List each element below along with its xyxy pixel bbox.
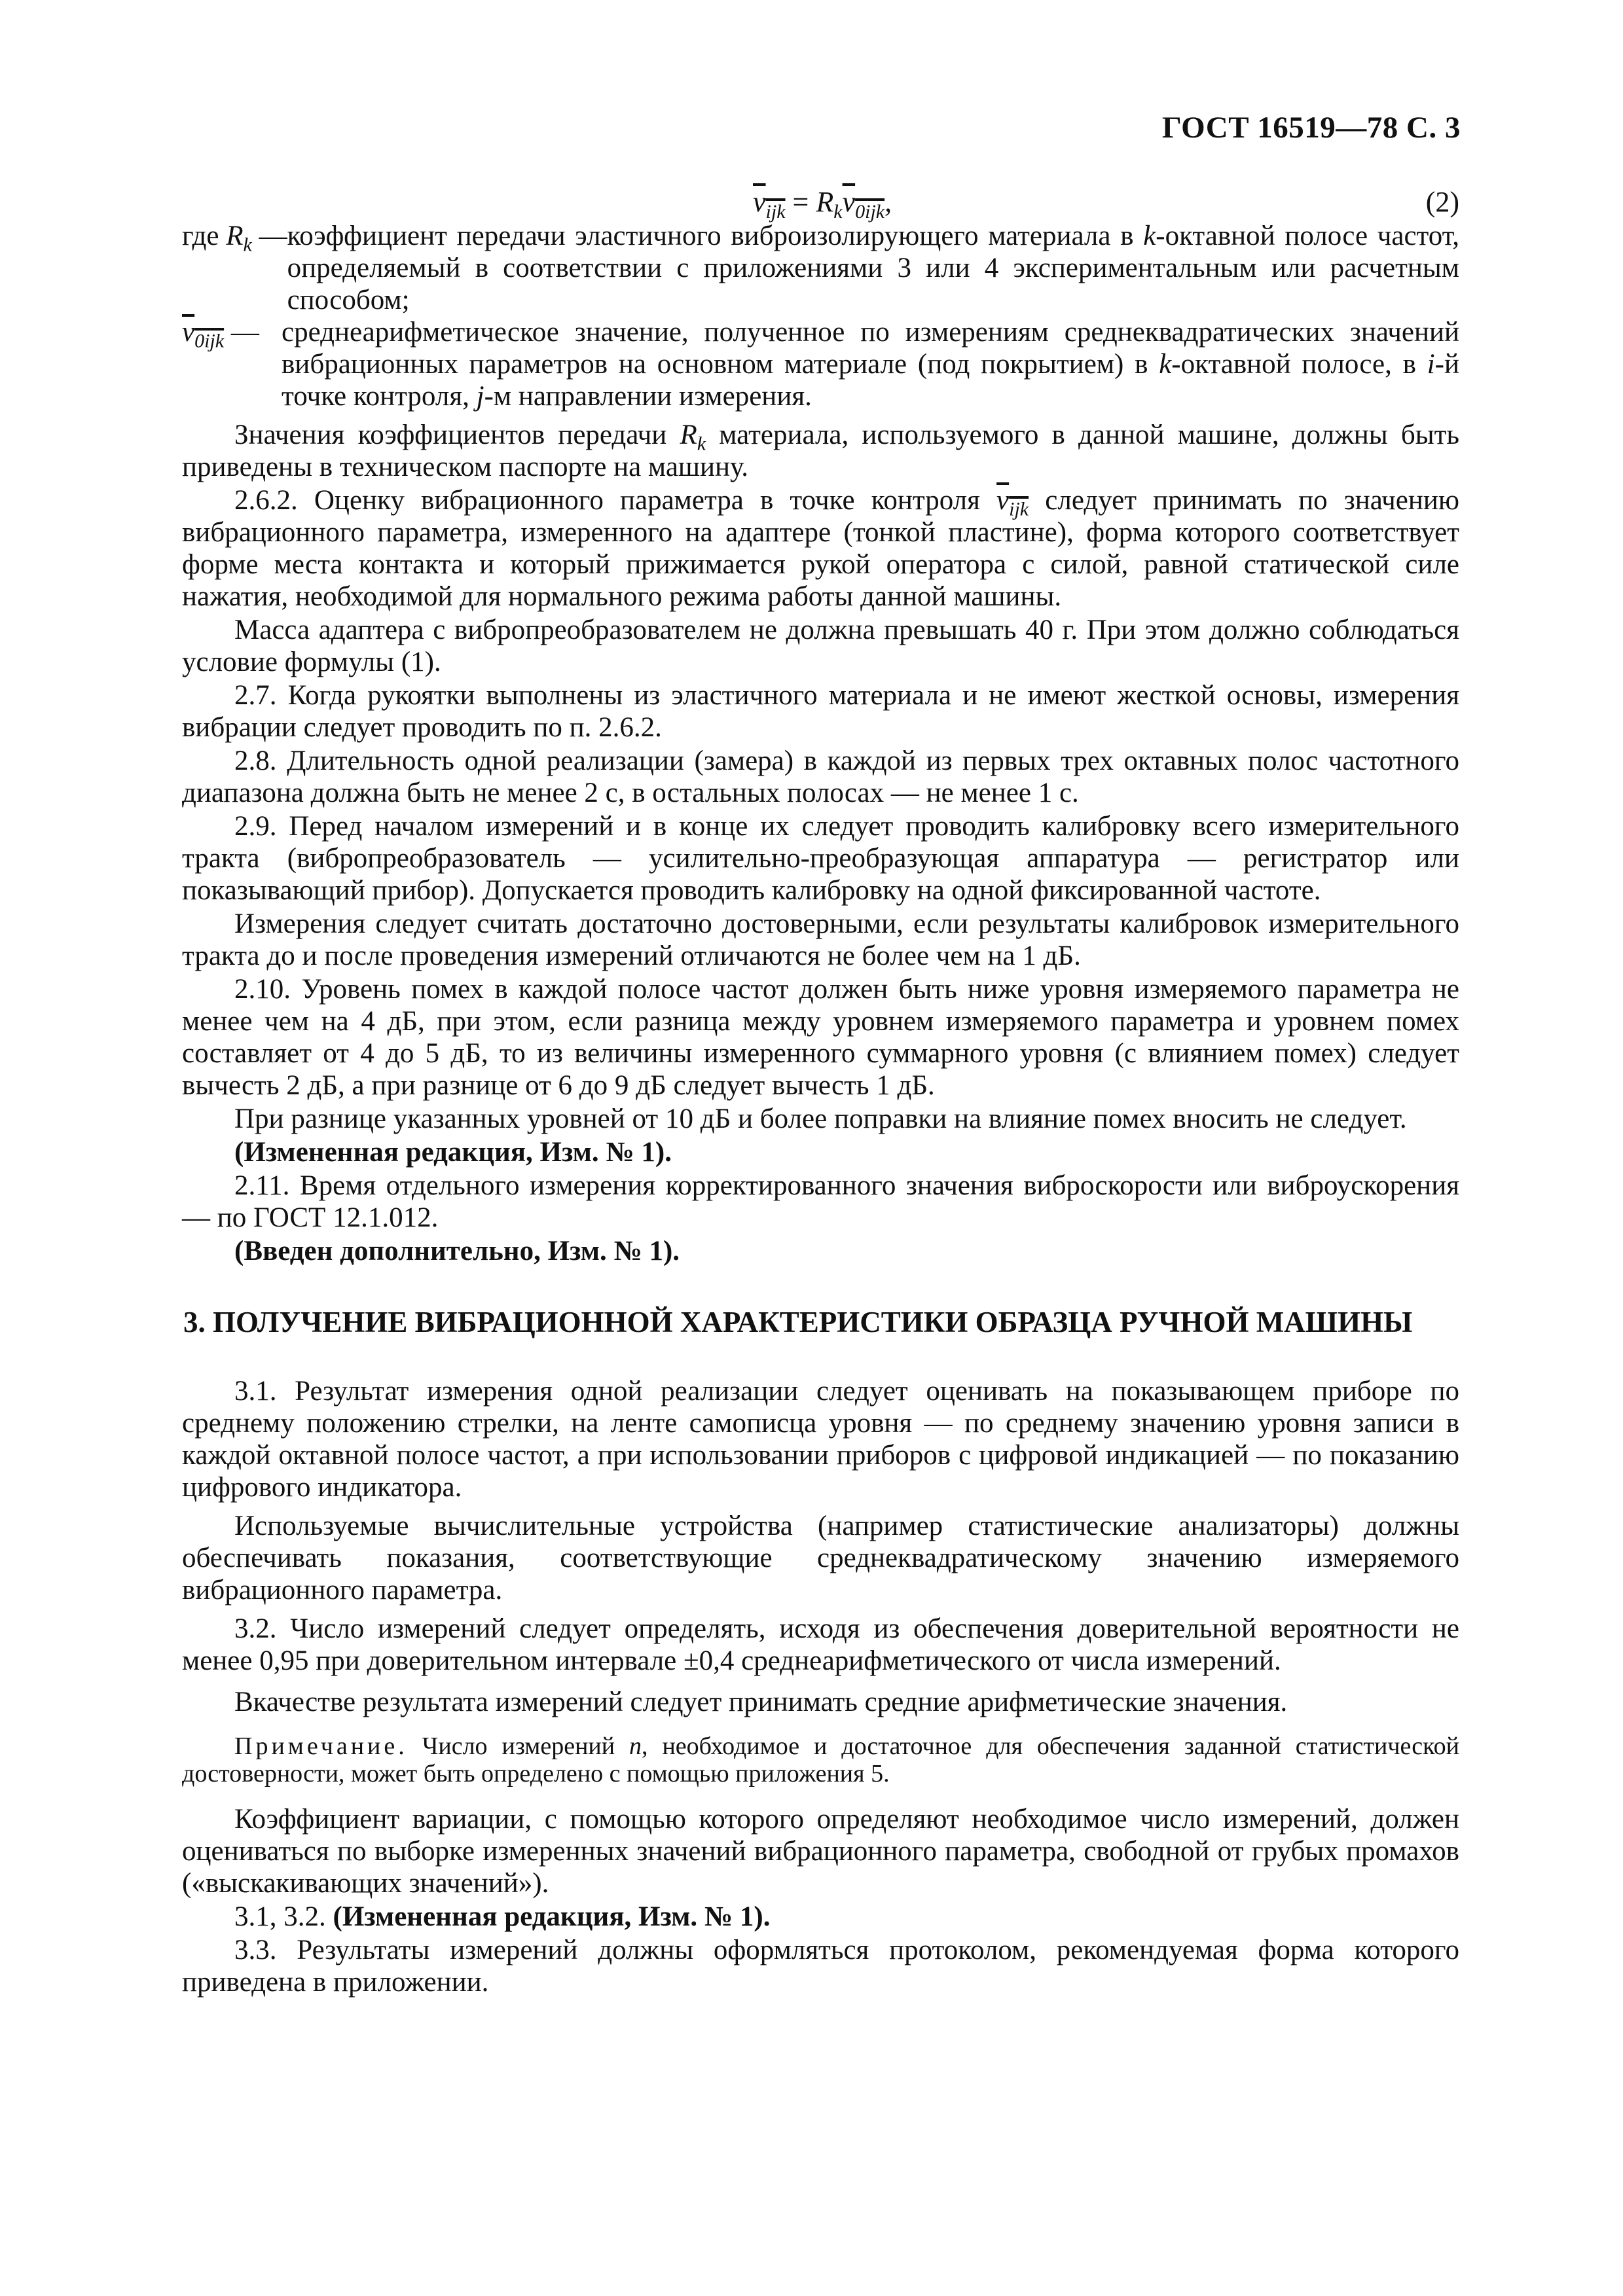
paragraph: Коэффициент вариации, с помощью которого определяют необходимое число измерений, должен оцениваться по выборке измеренных значений вибрационного параметра, свободной от грубых промахов («выскакивающих значений»). [182, 1804, 1459, 1899]
formula-comma: , [884, 186, 892, 218]
definition-text: среднеарифметическое значение, полученное по измерениям среднеквадратических значений вибрационных параметров на основном материале (под покрытием) в k-октавной полосе, в i-й точке контроля, j-м направлении измерения. [282, 317, 1459, 412]
amendment-note: (Измененная редакция, Изм. № 1). [234, 1137, 672, 1168]
amendment-note: (Введен дополнительно, Изм. № 1). [234, 1236, 680, 1266]
document-body [182, 185, 1459, 2000]
paragraph: При разнице указанных уровней от 10 дБ и более поправки на влияние помех вносить не следует. [234, 1103, 1407, 1134]
paragraph: Измерения следует считать достаточно достоверными, если результаты калибровок измерительного тракта до и после проведения измерений отличаются не более чем на 1 дБ. [182, 908, 1459, 971]
section-title: 3. ПОЛУЧЕНИЕ ВИБРАЦИОННОЙ ХАРАКТЕРИСТИКИ ОБРАЗЦА РУЧНОЙ МАШИНЫ [183, 1306, 1413, 1338]
page-header: ГОСТ 16519—78 С. 3 [1161, 111, 1461, 145]
paragraph-2-8: 2.8. Длительность одной реализации (замера) в каждой из первых трех октавных полос частотного диапазона должна быть не менее 2 с, в остальных полосах — не менее 1 с. [182, 745, 1459, 808]
formula-2 [182, 185, 1459, 223]
note-label: Примечание. [234, 1732, 408, 1760]
paragraph-2-9: 2.9. Перед началом измерений и в конце их следует проводить калибровку всего измерительного тракта (вибропреобразователь — усилительно-преобразующая аппаратура — регистратор или показывающий прибор). Допускается проводить калибровку на одной фиксированной частоте. [182, 811, 1459, 906]
paragraph-2-10: 2.10. Уровень помех в каждой полосе частот должен быть ниже уровня измеряемого параметра не менее чем на 4 дБ, при этом, если разница между уровнем измеряемого параметра и уровнем помех составляет от 4 до 5 дБ, то из величины измеренного суммарного уровня (с влиянием помех) следует вычесть 2 дБ, а при разнице от 6 до 9 дБ следует вычесть 1 дБ. [182, 974, 1459, 1101]
definition-text: коэффициент передачи эластичного виброизолирующего материала в k-октавной полосе частот, определяемый в соответствии с приложениями 3 или 4 экспериментальным или расчетным способом; [287, 221, 1459, 315]
formula-number: (2) [1425, 186, 1459, 218]
formula-v: $v_{0ijk}$ [842, 186, 885, 223]
paragraph: Вкачестве результата измерений следует принимать средние арифметические значения. [234, 1687, 1288, 1717]
paragraph: Используемые вычислительные устройства (например статистические анализаторы) должны обеспечивать показания, соответствующие среднеквадратическому значению измеряемого вибрационного параметра. [182, 1511, 1459, 1605]
paragraph-2-7: 2.7. Когда рукоятки выполнены из эластичного материала и не имеют жесткой основы, измерения вибрации следует проводить по п. 2.6.2. [182, 680, 1459, 743]
paragraph-3-2: 3.2. Число измерений следует определять, исходя из обеспечения доверительной вероятности не менее 0,95 при доверительном интервале ±0,4 среднеарифметического от числа измерений. [182, 1613, 1459, 1676]
paragraph-2-11: 2.11. Время отдельного измерения корректированного значения виброскорости или виброускорения — по ГОСТ 12.1.012. [182, 1170, 1459, 1233]
formula-equals: = [785, 186, 816, 218]
formula-lhs: $v_{ijk}$ [753, 186, 786, 223]
paragraph-3-1: 3.1. Результат измерения одной реализации следует оценивать на показывающем приборе по среднему положению стрелки, на ленте самописца уровня — по среднему значению уровня записи в каждой октавной полосе частот, а при использовании приборов с цифровой индикацией — по показанию цифрового индикатора. [182, 1376, 1459, 1503]
formula-r: $R_k$ [816, 186, 843, 223]
paragraph: Значения коэффициентов передачи $R_k$ материала, используемого в данной машине, должны быть приведены в техническом паспорте на машину. [182, 420, 1459, 482]
definition-term: где $R_k$ — [182, 221, 287, 256]
paragraph-3-3: 3.3. Результаты измерений должны оформляться протоколом, рекомендуемая форма которого приведена в приложении. [182, 1935, 1459, 1998]
definition-term: $v_{0ijk}$ — [182, 317, 259, 352]
note: Примечание. Число измерений n, необходимое и достаточное для обеспечения заданной статистической достоверности, может быть определено с помощью приложения 5. [182, 1732, 1459, 1787]
amendment-note: 3.1, 3.2. (Измененная редакция, Изм. № 1). [234, 1901, 771, 1932]
definition-v0ijk [182, 316, 1459, 412]
paragraph: Масса адаптера с вибропреобразователем не должна превышать 40 г. При этом должно соблюдаться условие формулы (1). [182, 615, 1459, 677]
formula-expression [753, 186, 892, 223]
paragraph-2-6-2: 2.6.2. Оценку вибрационного параметра в точке контроля $v_{ijk}$ следует принимать по значению вибрационного параметра, измеренного на адаптере (тонкой пластине), форма которого соответствует форме места контакта и который прижимается рукой оператора с силой, равной статической силе нажатия, необходимой для нормального режима работы данной машины. [182, 485, 1459, 612]
definition-rk [182, 220, 1459, 316]
